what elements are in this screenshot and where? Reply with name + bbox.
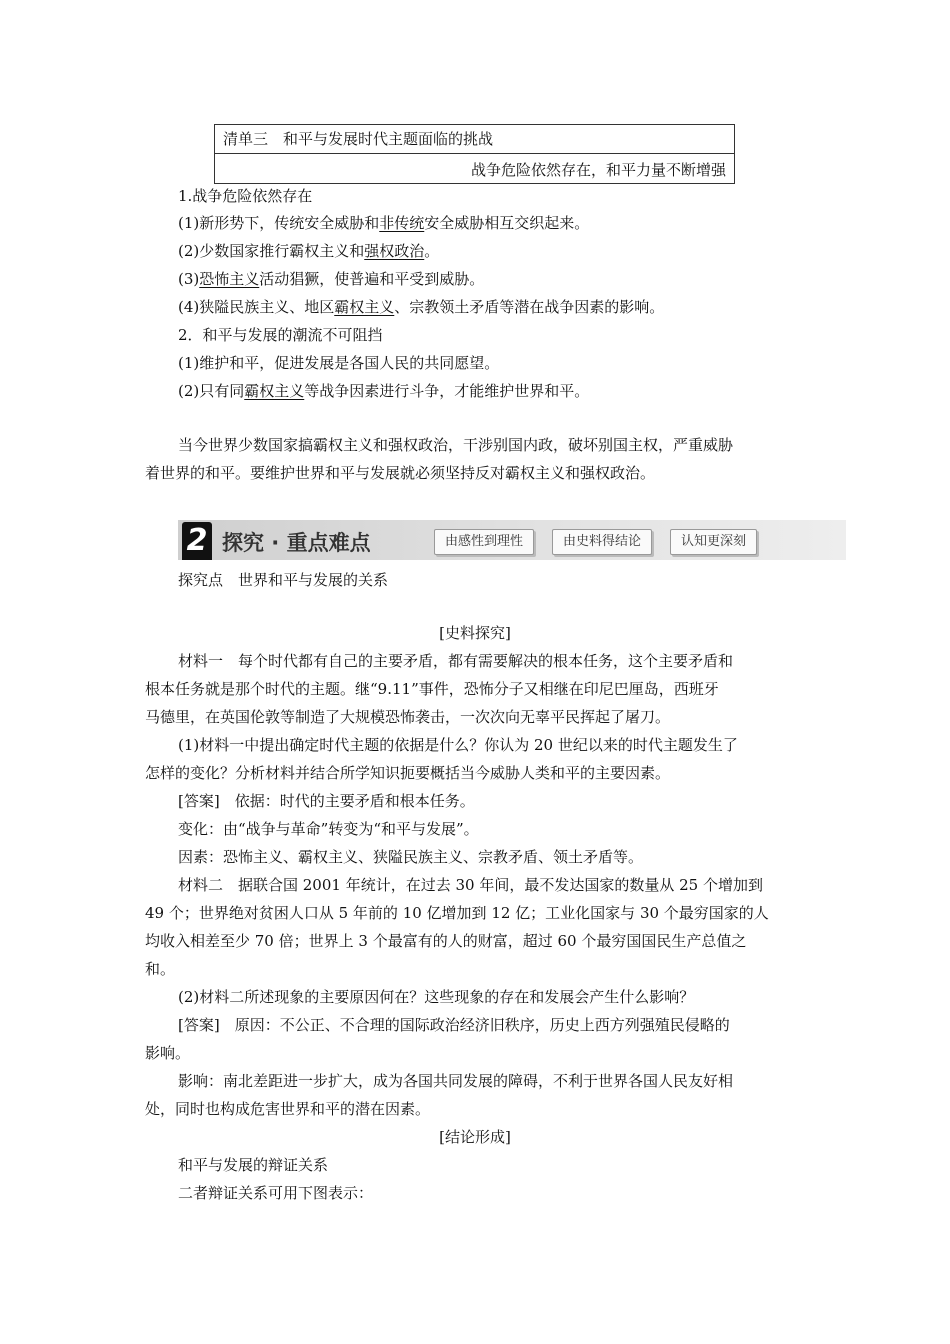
section2-item1: (1)维护和平，促进发展是各国人民的共同愿望。 [178, 354, 500, 372]
material2-line3: 均收入相差至少 70 倍；世界上 3 个最富有的人的财富，超过 60 个最穷国国民生产总值之 [145, 932, 747, 950]
section1-item2: (2)少数国家推行霸权主义和强权政治。 [178, 242, 440, 260]
question2: (2)材料二所述现象的主要原因何在？这些现象的存在和发展会产生什么影响？ [178, 988, 695, 1006]
source-heading: [史料探究] [439, 624, 511, 642]
list-box-title: 清单三 和平与发展时代主题面临的挑战 [223, 130, 494, 148]
section1-item4: (4)狭隘民族主义、地区霸权主义、宗教领土矛盾等潜在战争因素的影响。 [178, 298, 665, 316]
material1-line1: 材料一 每个时代都有自己的主要矛盾，都有需要解决的根本任务，这个主要矛盾和 [178, 652, 734, 670]
material2-line2: 49 个；世界绝对贫困人口从 5 年前的 10 亿增加到 12 亿；工业化国家与 30 个最穷国家的人 [145, 904, 769, 922]
conclusion-line1: 和平与发展的辩证关系 [178, 1156, 329, 1174]
list-box-divider [215, 153, 734, 154]
section2-item2: (2)只有同霸权主义等战争因素进行斗争，才能维护世界和平。 [178, 382, 590, 400]
answer1-line3: 因素：恐怖主义、霸权主义、狭隘民族主义、宗教矛盾、领土矛盾等。 [178, 848, 644, 866]
material2-line1: 材料二 据联合国 2001 年统计，在过去 30 年间，最不发达国家的数量从 25 个增加到 [178, 876, 763, 894]
conclusion-line2: 二者辩证关系可用下图表示： [178, 1184, 374, 1202]
list-box-subtitle: 战争危险依然存在，和平力量不断增强 [470, 161, 726, 179]
banner-title: 探究 · 重点难点 [222, 531, 371, 555]
blank-answer: 恐怖主义 [199, 270, 260, 288]
section2-heading: 2．和平与发展的潮流不可阻挡 [178, 326, 383, 344]
blank-answer: 霸权主义 [244, 382, 305, 400]
question1-line1: (1)材料一中提出确定时代主题的依据是什么？你认为 20 世纪以来的时代主题发生了 [178, 736, 738, 754]
banner-tag: 由史料得结论 [552, 529, 652, 555]
banner-tag: 由感性到理性 [434, 529, 534, 555]
material1-line3: 马德里，在英国伦敦等制造了大规模恐怖袭击，一次次向无辜平民挥起了屠刀。 [145, 708, 671, 726]
explore-point: 探究点 世界和平与发展的关系 [178, 571, 389, 589]
material1-line2: 根本任务就是那个时代的主题。继“9.11”事件，恐怖分子又相继在印尼巴厘岛，西班牙 [145, 680, 719, 698]
material2-line4: 和。 [145, 960, 176, 978]
blank-answer: 霸权主义 [334, 298, 395, 316]
question1-line2: 怎样的变化？分析材料并结合所学知识扼要概括当今威胁人类和平的主要因素。 [145, 764, 671, 782]
blank-answer: 非传统 [379, 214, 425, 232]
blank-answer: 强权政治 [364, 242, 425, 260]
answer2-line3: 影响：南北差距进一步扩大，成为各国共同发展的障碍，不利于世界各国人民友好相 [178, 1072, 734, 1090]
note-line1: 当今世界少数国家搞霸权主义和强权政治，干涉别国内政，破坏别国主权，严重威胁 [178, 436, 734, 454]
answer2-line4: 处，同时也构成危害世界和平的潜在因素。 [145, 1100, 431, 1118]
answer1-line2: 变化：由“战争与革命”转变为“和平与发展”。 [178, 820, 479, 838]
note-line2: 着世界的和平。要维护世界和平与发展就必须坚持反对霸权主义和强权政治。 [145, 464, 656, 482]
list-box [214, 124, 735, 184]
banner-tag: 认知更深刻 [670, 529, 757, 555]
section-banner [178, 520, 846, 560]
section1-heading: 1.战争危险依然存在 [178, 187, 313, 205]
answer2-line1: [答案] 原因：不公正、不合理的国际政治经济旧秩序，历史上西方列强殖民侵略的 [178, 1016, 730, 1034]
answer1-line1: [答案] 依据：时代的主要矛盾和根本任务。 [178, 792, 475, 810]
banner-number: 2 [182, 522, 212, 560]
conclusion-heading: [结论形成] [439, 1128, 511, 1146]
section1-item1: (1)新形势下，传统安全威胁和非传统安全威胁相互交织起来。 [178, 214, 590, 232]
answer2-line2: 影响。 [145, 1044, 191, 1062]
section1-item3: (3)恐怖主义活动猖獗，使普遍和平受到威胁。 [178, 270, 485, 288]
